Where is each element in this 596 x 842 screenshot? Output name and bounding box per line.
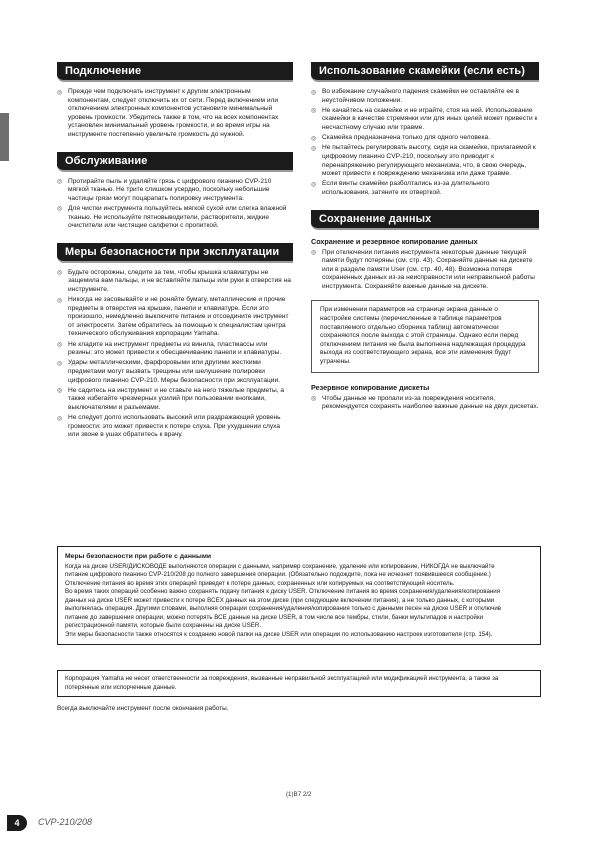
data-safety-box (57, 546, 541, 645)
list-item: ◎ Никогда не засовывайте и не роняйте бумагу, металлические и прочие предметы в отверстия на крышке, панели и клавиатуре. Если это произошло, немедленно выключите питание и отсоедините инструмент от электросети. Затем обратитесь за помощью к специалистам центра технического обслуживания корпорации Yamaha. (57, 296, 289, 338)
bullet-icon: ◎ (311, 135, 317, 142)
closing-note: Всегда выключайте инструмент после окончания работы. (57, 705, 229, 712)
subheading-disk-backup: Резервное копирование дискеты (311, 382, 430, 392)
section-bench (311, 62, 539, 198)
data-safety-line: регистрационной памяти, которые были сохранены на диске USER. (65, 622, 262, 629)
list-item: ◎ Не кладите на инструмент предметы из винила, пластмассы или резины: это может привести к обесцвечиванию панели и клавиатуры. (57, 340, 282, 357)
heading-saving: Сохранение данных (311, 210, 539, 230)
disclaimer-box (57, 670, 541, 697)
bullet-icon: ◎ (311, 89, 317, 96)
data-safety-line: данных на диске USER может привести к потере ВСЕХ данных на этом диске (при следующем включении питания), а не только данных, с которыми (65, 596, 495, 604)
note-box: При изменении параметров на странице экрана данные о настройке системы (перечисленные в таблице параметров поставляемого отдельно сборника таблиц) автоматически сохраняются после выхода с этой страницы. Однако если перед отключением питания не была выполнена надлежащая процедура выхода из соответствующего экрана, все эти изменения будут утрачены. (311, 300, 539, 372)
bullet-icon: ◎ (57, 360, 63, 367)
bullet-icon: ◎ (311, 108, 317, 115)
list-item: ◎ Удары металлическими, фарфоровыми или другими жесткими предметами могут вызвать трещины или шелушение полировки цифрового пианино CVP-210. Меры безопасности при эксплуатации. (57, 359, 280, 384)
list-item: ◎ Будьте осторожны, следите за тем, чтобы крышка клавиатуры не защемила вам пальцы, и не вставляйте пальцы или руки в отверстия на инструменте. (57, 268, 291, 293)
list-item: ◎ Если винты скамейки разболтались из-за длительного использования, затяните их отверткой. (311, 180, 490, 196)
disclaimer-line: потерянные или испорченные данные. (65, 683, 177, 691)
bullet-icon: ◎ (57, 297, 63, 304)
bullet-icon: ◎ (57, 270, 63, 277)
heading-connection: Подключение (57, 62, 293, 82)
bullet-icon: ◎ (311, 396, 317, 403)
data-safety-line: выполнялась операция. Другими словами, выполняя операции сохранения/удаления/копирования только с данными песен на диске USER и отключив (65, 605, 502, 612)
left-column (57, 62, 293, 452)
bullet-icon: ◎ (311, 181, 317, 188)
model-name: CVP-210/208 (38, 817, 93, 827)
list-item: ◎ При отключении питания инструмента некоторые данные текущей памяти будут потеряны (см. стр. 43). Сохраняйте данные на дискете или в разделе памяти User (см. стр. 40, 48). Возможна потеря сохраненных данных из-за неисправности или неправильной работы инструмента. Сохраняйте важные данные на дискете. (311, 248, 535, 290)
list-item: ◎ Не пытайтесь регулировать высоту, сидя на скамейке, прилагаемой к цифровому пианино CVP-210, поскольку это приводит к перенапряжению регулирующего механизма, что, в свою очередь, может привести к повреждению механизма или даже травме. (311, 144, 536, 178)
section-connection (57, 62, 293, 140)
data-safety-title: Меры безопасности при работе с данными (65, 553, 212, 560)
data-safety-line: Когда на диске USER/ДИСКОВОДЕ выполняются операции с данными, например сохранение, удаление или копирование, НИКОГДА не выключайте (65, 562, 495, 570)
bullet-icon: ◎ (57, 388, 63, 395)
page-number: 4 (7, 815, 27, 831)
section-handling (57, 243, 293, 440)
subheading-backup: Сохранение и резервное копирование данных (311, 236, 478, 246)
data-safety-line: питание цифрового пианино CVP-210/208 до полного завершения операции. (Обязательно подождите, пока не исчезнет появившееся сообщение.) (65, 571, 491, 578)
heading-maintenance: Обслуживание (57, 152, 293, 172)
list-item: ◎ Не садитесь на инструмент и не ставьте на него тяжелые предметы, а также избегайте чрезмерных усилий при пользовании кнопками, выключателями и разъемами. (57, 386, 285, 411)
list-item: ◎ Чтобы данные не пропали из-за повреждения носителя, рекомендуется сохранять наиболее важные данные на двух дискетах. (311, 394, 539, 411)
section-maintenance (57, 152, 293, 231)
heading-bench: Использование скамейки (если есть) (311, 62, 539, 82)
section-saving (311, 210, 539, 412)
side-tab-marker (0, 113, 9, 161)
data-safety-line: питание до завершения операции, можно потерять ВСЕ данные на диске USER, в том числе все тембры, стили, банки мультипадов и настройки (65, 613, 484, 621)
list-item: ◎ Не следует долго использовать высокий или раздражающий уровень громкости: это может привести к потере слуха. При ухудшении слуха или звоне в ушах обратитесь к врачу. (57, 414, 281, 439)
footer-code: (1)B7 2/2 (286, 791, 312, 798)
bullet-icon: ◎ (57, 179, 63, 186)
disclaimer-line: Корпорация Yamaha не несет ответственности за повреждения, вызванные неправильной эксплуатацией или модификацией инструмента, а также за (65, 675, 499, 682)
bullet-icon: ◎ (57, 89, 63, 96)
data-safety-line: Эти меры безопасности также относятся к созданию новой папки на диске USER или операции по использованию настроек изготовителя (стр. 154). (65, 630, 493, 638)
data-safety-line: Во время таких операций особенно важно сохранять подачу питания к диску USER. Отключение питания во время сохранения/удаления/копирования (65, 588, 501, 595)
list-item: ◎ Во избежание случайного падения скамейки не оставляйте ее в неустойчивом положении. (311, 88, 520, 104)
right-column (311, 62, 539, 424)
bullet-icon: ◎ (57, 342, 63, 349)
heading-handling: Меры безопасности при эксплуатации (57, 243, 293, 263)
bullet-icon: ◎ (311, 145, 317, 152)
bullet-icon: ◎ (57, 206, 63, 213)
list-item: ◎ Не качайтесь на скамейке и не играйте, стоя на ней. Использование скамейки в качестве стремянки или для иных целей может привести к несчастному случаю или травме. (311, 106, 538, 131)
bullet-icon: ◎ (311, 250, 317, 256)
list-item: ◎ Для чистки инструмента пользуйтесь мягкой сухой или слегка влажной тканью. Не используйте пятновыводители, растворители, жидкие очистители или чистящие салфетки с пропиткой. (57, 204, 287, 230)
bullet-icon: ◎ (57, 415, 63, 422)
data-safety-line: Отключение питания во время этих операций приведет к потере данных, сохраненных или копируемых на соответствующий носитель. (65, 579, 455, 587)
list-item: ◎ Протирайте пыль и удаляйте грязь с цифрового пианино CVP-210 мягкой тканью. Не трите слишком усердно, поскольку небольшие частицы грязи могут поцарапать полировку инструмента. (57, 177, 272, 202)
list-item: ◎ Прежде чем подключать инструмент к другим электронным компонентам, следует отключить их от сети. Перед включением или отключением электронных компонентов установите минимальный уровень громкости. Убедитесь также в том, что на всех компонентах установлен минимальный уровень громкости, и во время игры на инструменте постепенно увеличьте громкость до нужной. (57, 88, 279, 138)
list-item: ◎ Скамейка предназначена только для одного человека. (311, 134, 490, 142)
